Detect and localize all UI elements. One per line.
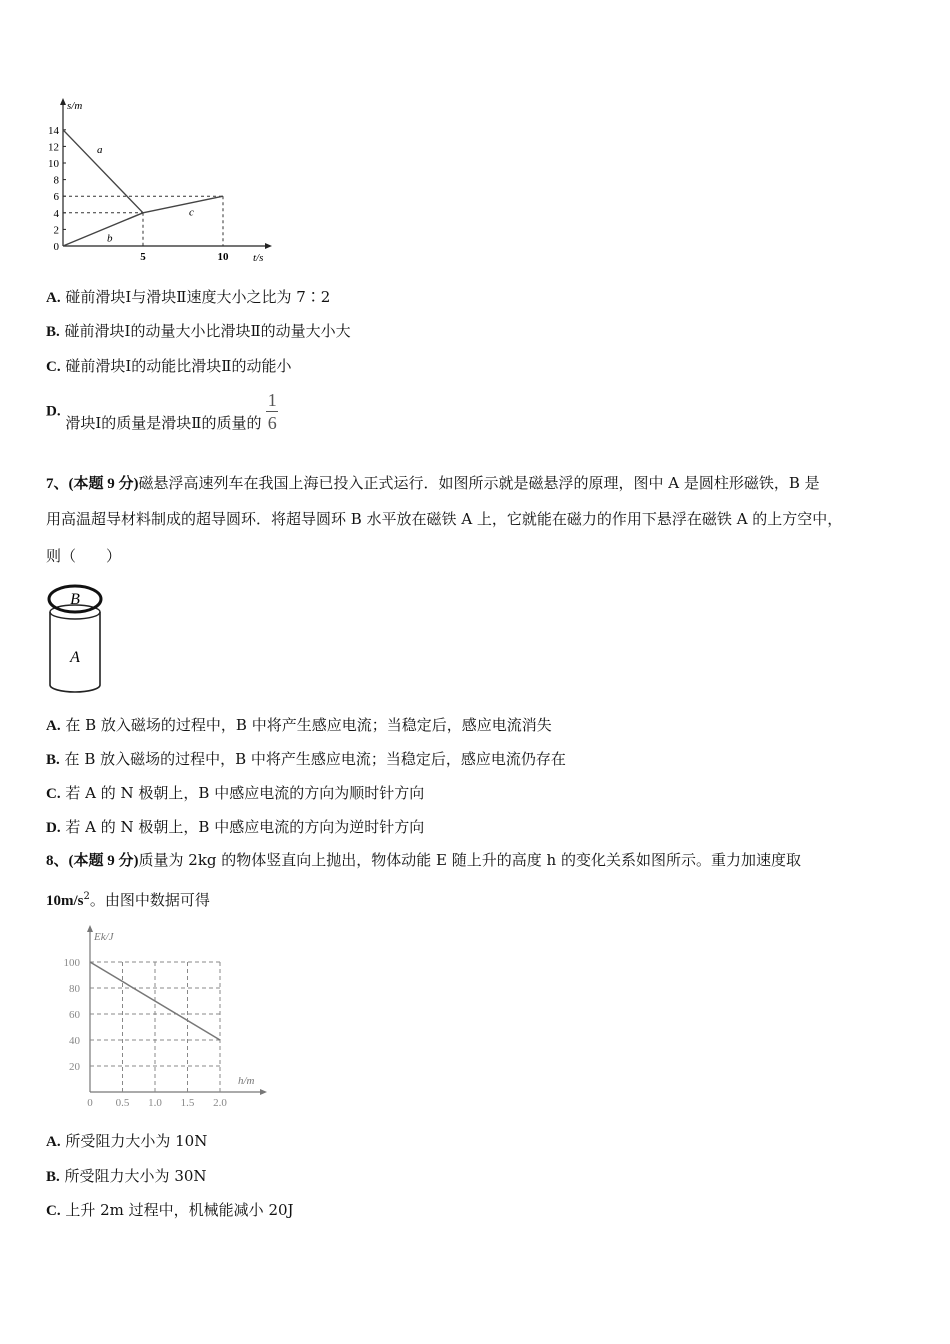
y-tick-label: 6 [53,191,59,204]
series-label-a: a [97,143,103,156]
q7-option-c [46,782,424,803]
series-label-c: c [189,206,194,219]
q7-option-a [46,714,552,735]
question-points: (本题 9 分) [68,476,139,492]
option-label: A. [46,718,61,734]
st-graph [40,95,280,270]
q7-option-d [46,816,424,837]
series-line-a [63,130,143,213]
question-points: (本题 9 分) [68,853,139,869]
x-axis-arrow [265,243,272,249]
fraction-denominator: 6 [267,413,277,433]
option-text: 碰前滑块Ⅰ的动能比滑块Ⅱ的动能小 [65,357,292,375]
y-tick-label: 2 [53,224,59,237]
x-axis-label: h/m [238,1075,255,1087]
x-tick-label: 0 [87,1097,93,1109]
y-tick-label: 0 [53,241,59,253]
q8-stem-line2 [46,887,210,911]
question-text: 磁悬浮高速列车在我国上海已投入正式运行．如图所示就是磁悬浮的原理，图中 A 是圆柱形磁铁，B 是 [138,474,820,492]
option-text: 在 B 放入磁场的过程中，B 中将产生感应电流；当稳定后，感应电流仍存在 [64,750,566,768]
option-label: B. [46,324,60,340]
y-tick-label: 40 [69,1035,80,1047]
option-text: 碰前滑块Ⅰ与滑块Ⅱ速度大小之比为 7∶2 [65,288,331,306]
y-axis-arrow [87,925,93,932]
q6-option-b [46,320,351,341]
y-tick-label: 20 [69,1061,80,1073]
x-tick-label: 5 [140,251,146,263]
q6-option-c [46,355,292,376]
question-text: 质量为 2kg 的物体竖直向上抛出，物体动能 E 随上升的高度 h 的变化关系如图所示。重力加速度取 [138,851,801,869]
option-label: C. [46,359,61,375]
q6-option-a [46,286,330,307]
q7-stem-line2 [46,509,842,529]
q8-option-c [46,1199,294,1220]
option-text: 碰前滑块Ⅰ的动量大小比滑块Ⅱ的动量大小大 [64,322,351,340]
option-text: 所受阻力大小为 30N [64,1167,207,1185]
ek-h-graph [55,922,275,1117]
fraction-numerator: 1 [267,390,277,410]
magnet-figure [44,580,108,695]
y-tick-label: 100 [63,957,80,969]
x-tick-label: 2.0 [213,1097,227,1109]
y-tick-label: 14 [48,124,59,137]
q7-stem-line3 [46,546,121,566]
series-label-b: b [107,232,113,245]
option-text: 所受阻力大小为 10N [65,1132,208,1150]
option-text: 若 A 的 N 极朝上，B 中感应电流的方向为顺时针方向 [65,784,425,802]
option-label: C. [46,786,61,802]
q7-option-b [46,748,566,769]
acceleration-value: 10m/s [46,893,84,909]
x-tick-label: 1.0 [148,1097,162,1109]
option-text: 若 A 的 N 极朝上，B 中感应电流的方向为逆时针方向 [65,818,425,836]
q7-stem-line1 [46,473,820,494]
y-tick-label: 4 [53,207,59,220]
y-tick-label: 8 [53,174,59,187]
fraction [266,390,278,433]
series-line-c [143,196,223,213]
option-label: D. [46,820,61,836]
question-text: 。由图中数据可得 [89,891,210,909]
option-label: B. [46,752,60,768]
option-text: 上升 2m 过程中，机械能减小 20J [65,1201,294,1219]
question-number: 7、 [46,476,69,492]
x-axis-label: t/s [253,252,264,264]
option-label: D. [46,403,61,420]
option-label: A. [46,290,61,306]
acceleration-exponent: 2 [83,891,90,902]
y-tick-label: 80 [69,983,80,995]
y-tick-label: 10 [48,158,59,170]
q8-option-b [46,1165,207,1186]
x-axis-arrow [260,1089,267,1095]
option-label: B. [46,1169,60,1185]
y-axis-label: s/m [67,100,83,112]
magnet-label-a: A [70,649,80,666]
y-axis-arrow [60,98,66,105]
option-label: A. [46,1134,61,1150]
question-text: 则（ ） [46,547,122,565]
q8-stem-line1 [46,850,801,871]
x-tick-label: 1.5 [180,1097,195,1109]
option-text: 滑块Ⅰ的质量是滑块Ⅱ的质量的 [65,413,262,432]
q8-option-a [46,1130,207,1151]
y-axis-label: Ek/J [94,931,114,943]
x-tick-label: 0.5 [115,1097,130,1109]
ring-label-b: B [70,591,80,608]
q6-option-d [46,390,278,433]
option-text: 在 B 放入磁场的过程中，B 中将产生感应电流；当稳定后，感应电流消失 [65,716,552,734]
series-line-b [63,213,143,246]
x-tick-label: 10 [217,251,229,263]
question-number: 8、 [46,853,69,869]
y-tick-label: 12 [48,141,59,154]
option-label: C. [46,1203,61,1219]
y-tick-label: 60 [69,1009,80,1021]
question-text: 用高温超导材料制成的超导圆环．将超导圆环 B 水平放在磁铁 A 上，它就能在磁力的作用下悬浮在磁铁 A 的上方空中， [46,510,843,528]
